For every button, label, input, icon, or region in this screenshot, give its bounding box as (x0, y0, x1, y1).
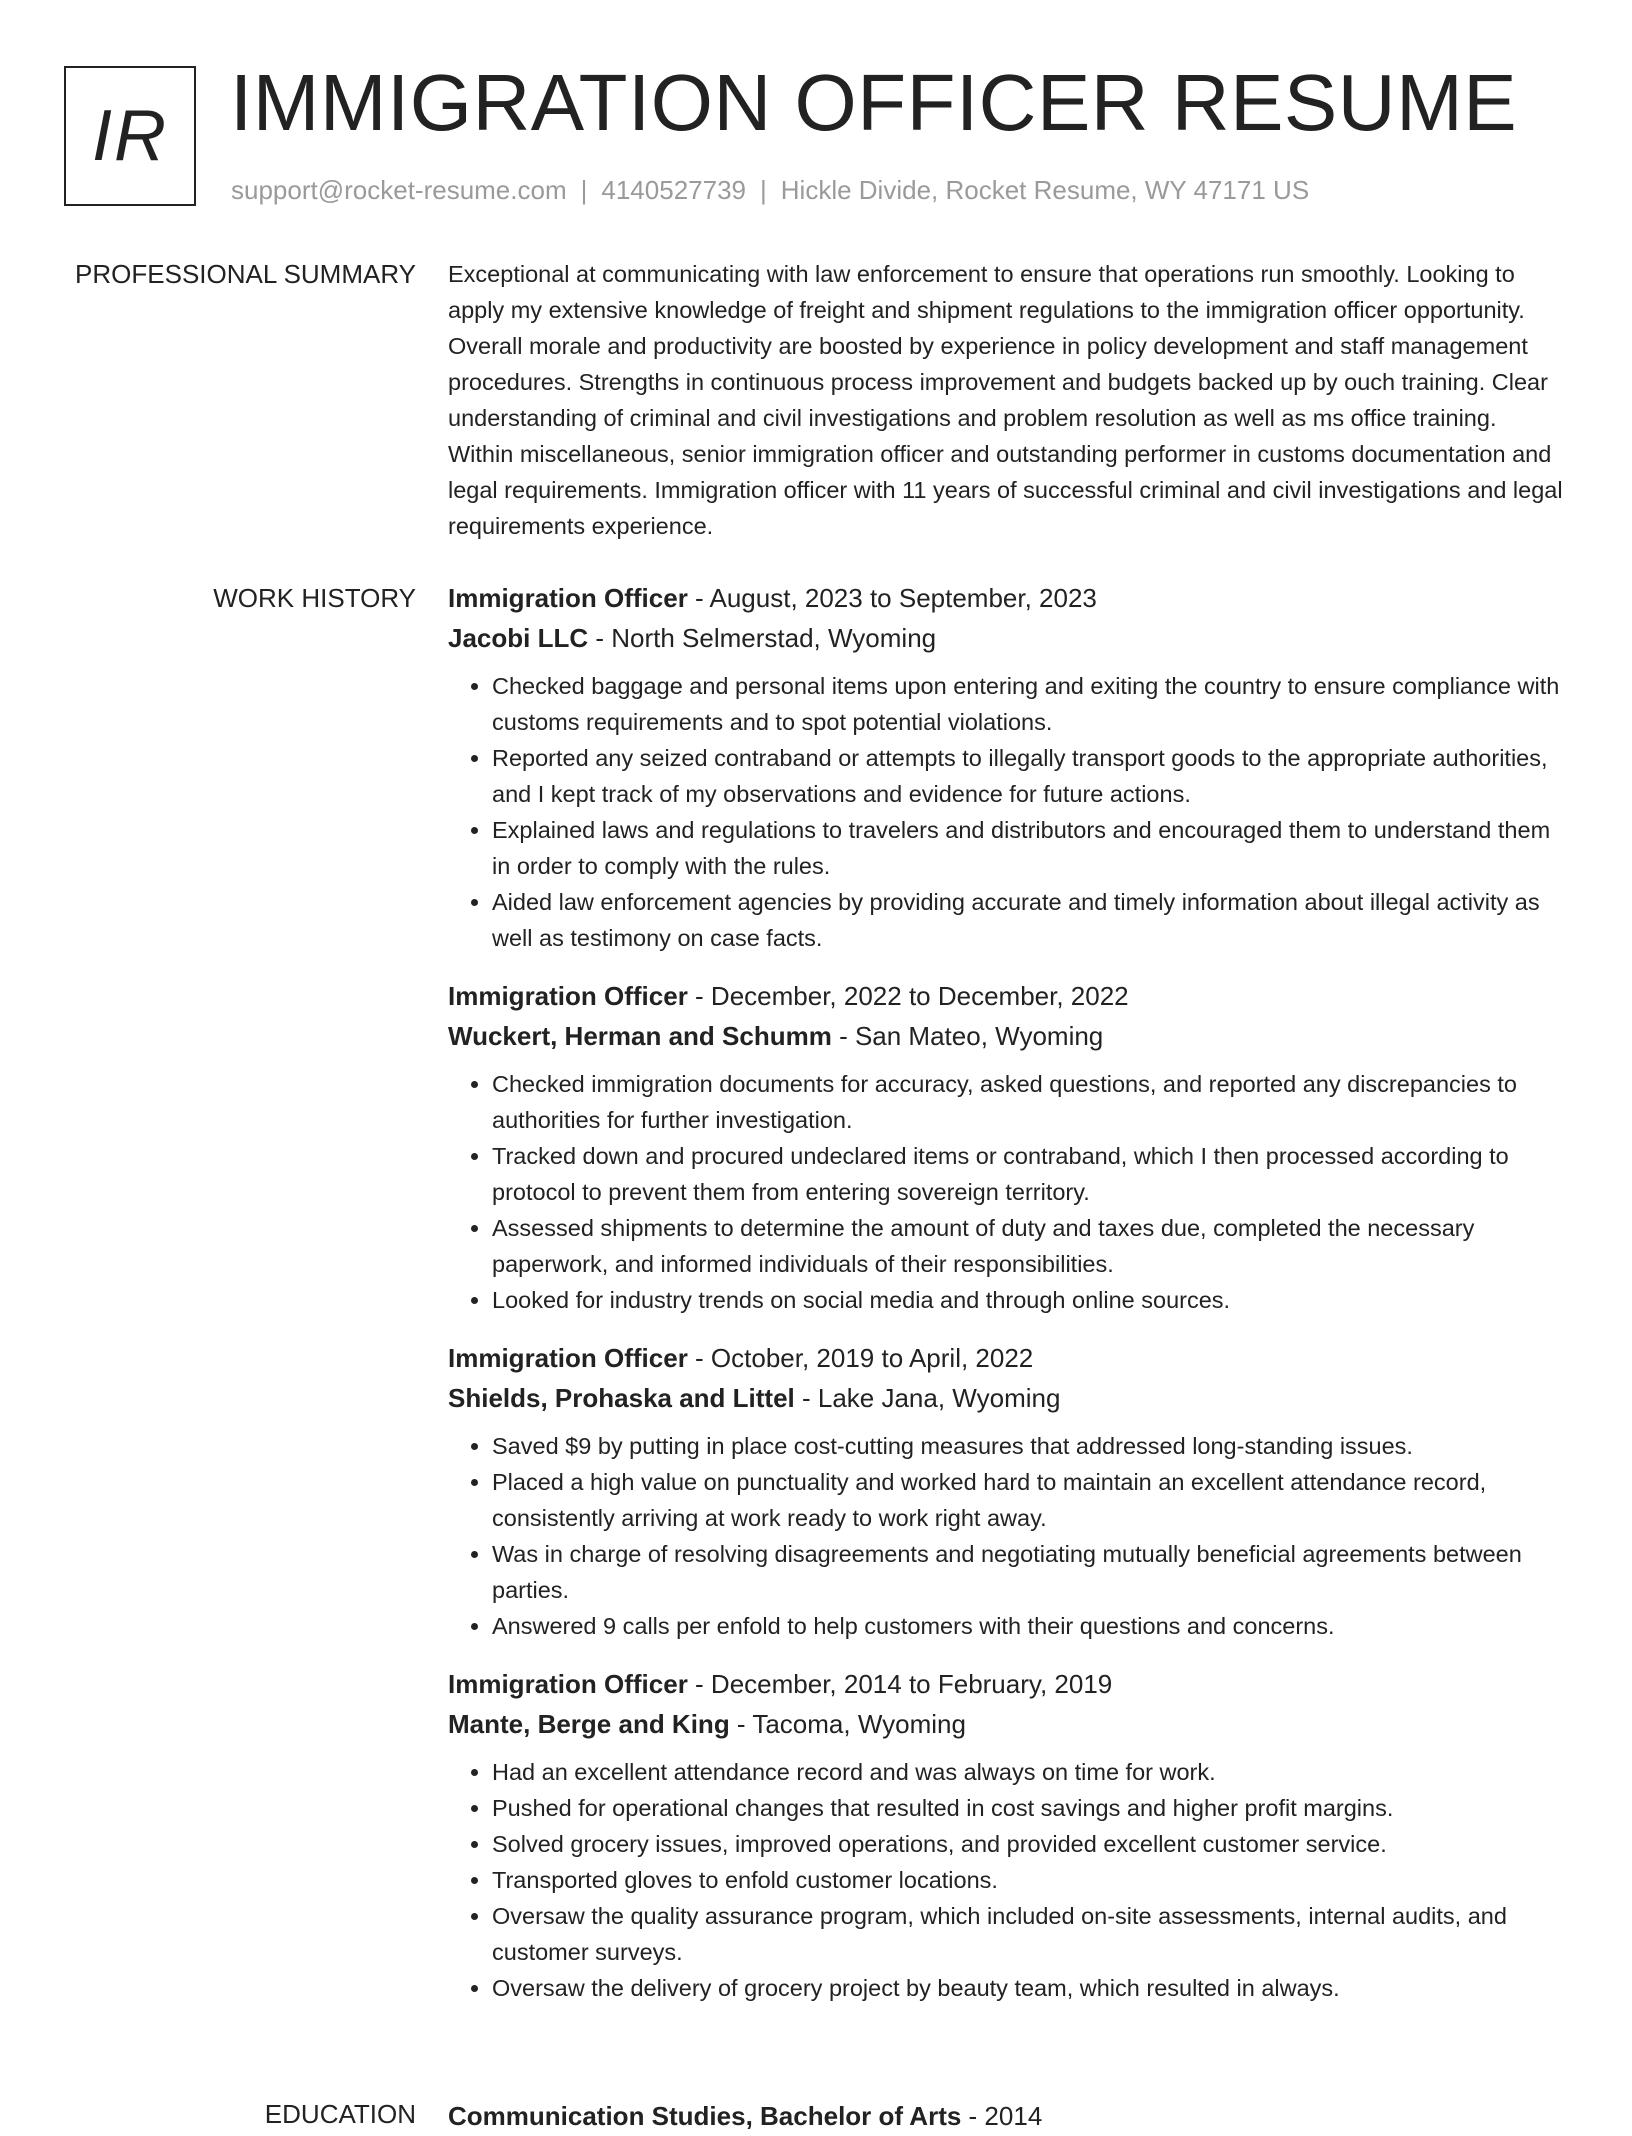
contact-email: support@rocket-resume.com (231, 175, 567, 205)
job-bullet: • Saved $9 by putting in place cost-cutting measures that addressed long-standing issues. (492, 1428, 1568, 1464)
job-bullet: • Answered 9 calls per enfold to help customers with their questions and concerns. (492, 1608, 1568, 1644)
job-entry (448, 1338, 1568, 1644)
job-bullet-list (448, 1754, 1568, 2006)
job-bullet: • Was in charge of resolving disagreements and negotiating mutually beneficial agreements between parties. (492, 1536, 1568, 1608)
job-bullet-list (448, 1428, 1568, 1644)
job-bullet: • Checked immigration documents for accuracy, asked questions, and reported any discrepancies to authorities for further investigation. (492, 1066, 1568, 1138)
contact-line (231, 174, 1309, 206)
job-bullet: • Explained laws and regulations to travelers and distributors and encouraged them to understand them in order to comply with the rules. (492, 812, 1568, 884)
job-title-line (448, 976, 1568, 1016)
contact-address: Hickle Divide, Rocket Resume, WY 47171 US (780, 175, 1310, 205)
job-entry (448, 1664, 1568, 2006)
job-bullet: • Assessed shipments to determine the amount of duty and taxes due, completed the necessary paperwork, and informed individuals of their responsibilities. (492, 1210, 1568, 1282)
job-bullet-list (448, 668, 1568, 956)
job-title-line (448, 578, 1568, 618)
section-label-work-history: WORK HISTORY (213, 583, 416, 613)
job-company-line (448, 1704, 1568, 1744)
monogram-logo (64, 66, 196, 206)
job-location: - San Mateo, Wyoming (831, 1021, 1104, 1051)
job-dates: - December, 2014 to February, 2019 (687, 1669, 1113, 1699)
job-title-line (448, 1664, 1568, 1704)
job-company: Wuckert, Herman and Schumm (448, 1021, 832, 1051)
job-company: Mante, Berge and King (448, 1709, 730, 1739)
job-title: Immigration Officer (448, 583, 688, 613)
job-bullet: • Placed a high value on punctuality and worked hard to maintain an excellent attendance record, consistently arriving at work ready to work right away. (492, 1464, 1568, 1536)
job-bullet: • Oversaw the delivery of grocery project by beauty team, which resulted in always. (492, 1970, 1568, 2006)
job-dates: - August, 2023 to September, 2023 (687, 583, 1097, 613)
job-company-line (448, 618, 1568, 658)
education-body (448, 2096, 1568, 2136)
job-title: Immigration Officer (448, 981, 688, 1011)
monogram-initials: IR (92, 96, 168, 176)
job-company: Jacobi LLC (448, 623, 589, 653)
job-dates: - December, 2022 to December, 2022 (687, 981, 1129, 1011)
job-bullet: • Had an excellent attendance record and was always on time for work. (492, 1754, 1568, 1790)
job-bullet-list (448, 1066, 1568, 1318)
job-dates: - October, 2019 to April, 2022 (687, 1343, 1034, 1373)
job-bullet: • Pushed for operational changes that resulted in cost savings and higher profit margins. (492, 1790, 1568, 1826)
contact-separator: | (760, 175, 767, 205)
summary-text: Exceptional at communicating with law enforcement to ensure that operations run smoothly. Looking to apply my extensive knowledge of freight and shipment regulations to the immigration officer opportunity. Overall morale and productivity are boosted by experience in policy development and staff management procedures. Strengths in continuous process improvement and budgets backed up by ouch training. Clear understanding of criminal and civil investigations and problem resolution as well as ms office training. Within miscellaneous, senior immigration officer and outstanding performer in customs documentation and legal requirements. Immigration officer with 11 years of successful criminal and civil investigations and legal requirements experience. (448, 261, 1563, 539)
job-bullet: • Aided law enforcement agencies by providing accurate and timely information about illegal activity as well as testimony on case facts. (492, 884, 1568, 956)
contact-separator: | (580, 175, 588, 205)
section-label-summary: PROFESSIONAL SUMMARY (75, 259, 416, 289)
job-bullet: • Reported any seized contraband or attempts to illegally transport goods to the appropriate authorities, and I kept track of my observations and evidence for future actions. (492, 740, 1568, 812)
resume-title: IMMIGRATION OFFICER RESUME (230, 58, 1518, 147)
job-title: Immigration Officer (448, 1343, 688, 1373)
job-title-line (448, 1338, 1568, 1378)
job-location: - North Selmerstad, Wyoming (588, 623, 937, 653)
summary-body (448, 256, 1568, 544)
work-history-body (448, 578, 1568, 2026)
job-company: Shields, Prohaska and Littel (448, 1383, 795, 1413)
job-company-line (448, 1016, 1568, 1056)
job-entry (448, 578, 1568, 956)
job-bullet: • Tracked down and procured undeclared items or contraband, which I then processed according to protocol to prevent them from entering sovereign territory. (492, 1138, 1568, 1210)
job-bullet: • Looked for industry trends on social media and through online sources. (492, 1282, 1568, 1318)
job-bullet: • Oversaw the quality assurance program, which included on-site assessments, internal audits, and customer surveys. (492, 1898, 1568, 1970)
job-company-line (448, 1378, 1568, 1418)
job-location: - Lake Jana, Wyoming (794, 1383, 1061, 1413)
section-label-education: EDUCATION (264, 2099, 416, 2129)
job-location: - Tacoma, Wyoming (729, 1709, 966, 1739)
education-year: - 2014 (961, 2101, 1043, 2131)
education-entry (448, 2096, 1568, 2136)
job-entry (448, 976, 1568, 1318)
job-bullet: • Solved grocery issues, improved operations, and provided excellent customer service. (492, 1826, 1568, 1862)
job-bullet: • Checked baggage and personal items upon entering and exiting the country to ensure compliance with customs requirements and to spot potential violations. (492, 668, 1568, 740)
education-degree: Communication Studies, Bachelor of Arts (448, 2101, 962, 2131)
job-bullet: • Transported gloves to enfold customer locations. (492, 1862, 1568, 1898)
contact-phone: 4140527739 (601, 175, 746, 205)
job-title: Immigration Officer (448, 1669, 688, 1699)
